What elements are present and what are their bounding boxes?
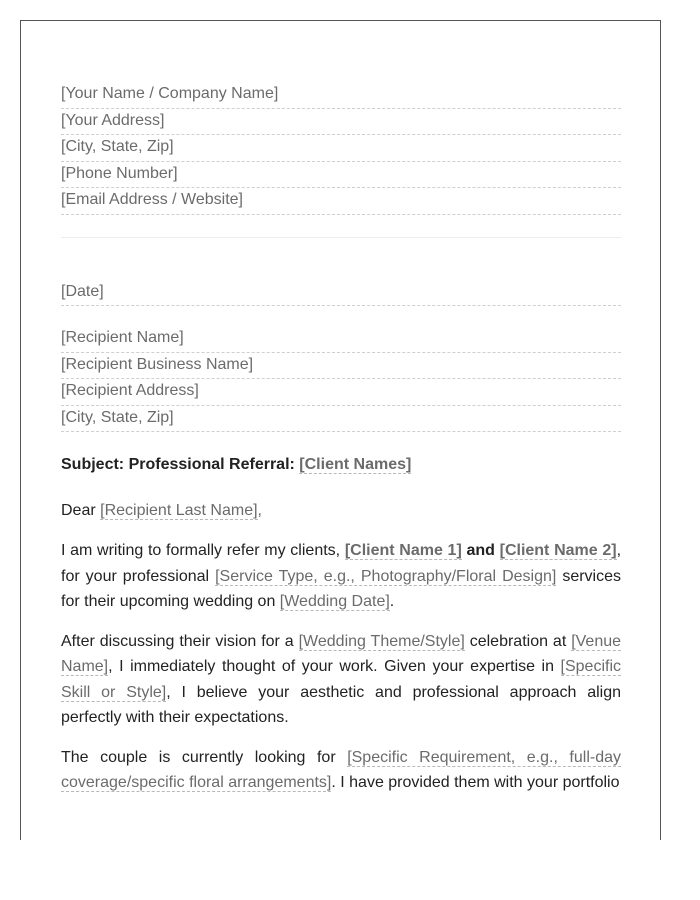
p2-text-4: , I believe your aesthetic and professional approach align perfectly with their expectations. (61, 683, 622, 726)
recipient-name-field[interactable]: [Recipient Name] (61, 326, 621, 353)
p1-text-3: , for your professional (61, 542, 622, 585)
sender-city-state-zip-field[interactable]: [City, State, Zip] (61, 135, 621, 162)
p2-text-1: After discussing their vision for a (61, 632, 299, 650)
sender-phone-field[interactable]: [Phone Number] (61, 162, 621, 189)
letter-page (20, 20, 661, 840)
client-name-1-field[interactable]: [Client Name 1] (344, 542, 462, 559)
sender-email-website-field[interactable]: [Email Address / Website] (61, 188, 621, 215)
paragraph-requirements (61, 745, 621, 796)
recipient-business-name-field[interactable]: [Recipient Business Name] (61, 353, 621, 380)
letter-content (61, 82, 621, 796)
recipient-last-name-field[interactable]: [Recipient Last Name] (100, 502, 258, 519)
client-name-2-field[interactable]: [Client Name 2] (499, 542, 617, 559)
date-field[interactable]: [Date] (61, 280, 621, 307)
p1-text-2: and (461, 542, 500, 559)
subject-line (61, 453, 621, 477)
p2-text-3: , I immediately thought of your work. Given your expertise in (108, 658, 561, 675)
paragraph-vision (61, 629, 621, 731)
p1-text-5: . (389, 593, 395, 610)
sender-address-field[interactable]: [Your Address] (61, 109, 621, 136)
p1-text-1: I am writing to formally refer my clients, (61, 542, 345, 559)
date-block (61, 280, 621, 307)
wedding-date-field[interactable]: [Wedding Date] (279, 593, 390, 610)
recipient-block (61, 326, 621, 432)
specific-skill-field[interactable]: [Specific Skill or Style] (61, 658, 621, 701)
header-divider (61, 237, 621, 238)
venue-name-field[interactable]: [Venue Name] (61, 632, 622, 675)
sender-name-field[interactable]: [Your Name / Company Name] (61, 82, 621, 109)
greeting-suffix: , (257, 502, 262, 519)
p3-text-1: The couple is currently looking for (61, 748, 348, 766)
subject-client-names-field[interactable]: [Client Names] (299, 456, 412, 473)
p2-text-2: celebration at (464, 632, 572, 650)
wedding-theme-field[interactable]: [Wedding Theme/Style] (298, 632, 465, 650)
specific-requirement-field[interactable]: [Specific Requirement, e.g., full-day coverage/specific floral arrangements] (61, 748, 622, 791)
subject-label: Subject: Professional Referral: (61, 456, 300, 473)
paragraph-referral (61, 538, 621, 615)
greeting-prefix: Dear (61, 502, 101, 519)
recipient-city-state-zip-field[interactable]: [City, State, Zip] (61, 406, 621, 433)
recipient-address-field[interactable]: [Recipient Address] (61, 379, 621, 406)
service-type-field[interactable]: [Service Type, e.g., Photography/Floral Design] (215, 567, 557, 585)
p3-text-2: . I have provided them with your portfolio (331, 774, 620, 791)
p1-text-4: services for their upcoming wedding on (61, 567, 622, 610)
sender-block (61, 82, 621, 215)
greeting-line (61, 499, 621, 523)
